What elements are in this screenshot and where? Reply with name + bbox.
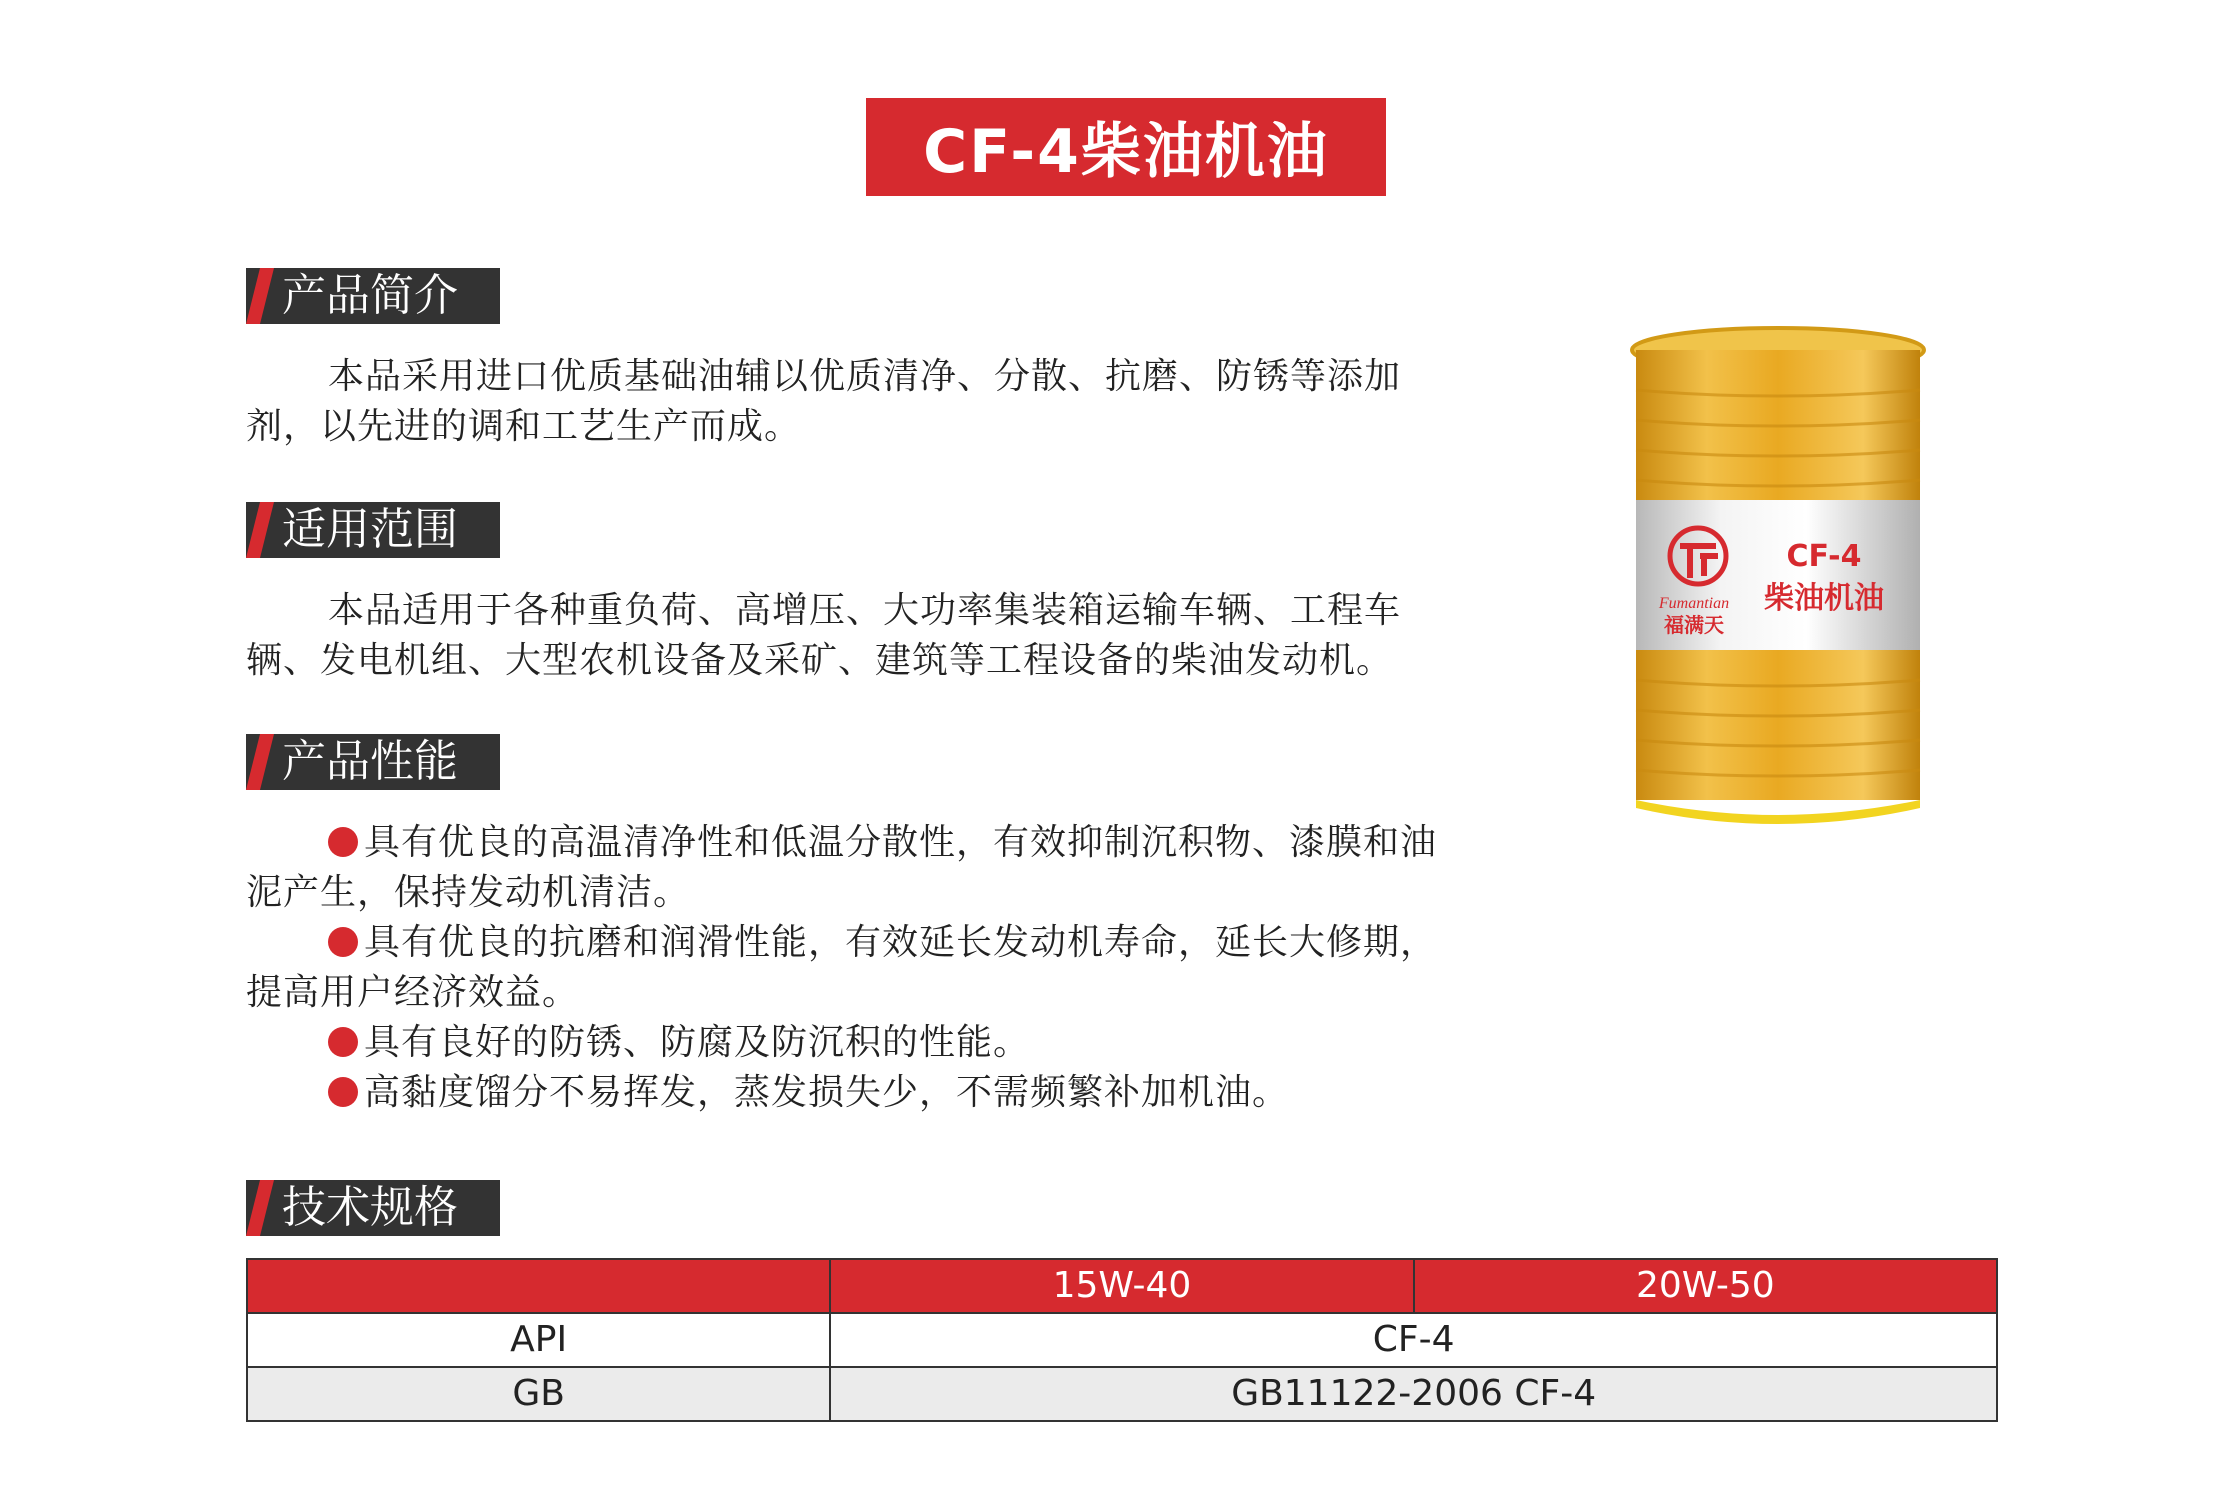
drum-grade-label: CF-4 [1786, 539, 1862, 574]
table-cell-value: CF-4 [830, 1313, 1997, 1367]
heading-slash-icon [246, 1180, 274, 1236]
bullet-icon [328, 1027, 358, 1057]
heading-slash-icon [246, 268, 274, 324]
section-heading-intro-label: 产品简介 [282, 270, 458, 321]
list-item: 具有优良的高温清净性和低温分散性，有效抑制沉积物、漆膜和油泥产生，保持发动机清洁。 [246, 822, 1438, 913]
heading-slash-icon [246, 502, 274, 558]
list-item: 高黏度馏分不易挥发，蒸发损失少，不需频繁补加机油。 [246, 1068, 1456, 1118]
section-heading-scope [246, 502, 500, 558]
list-item: 具有良好的防锈、防腐及防沉积的性能。 [246, 1018, 1456, 1068]
section-heading-performance-label: 产品性能 [282, 736, 458, 787]
performance-list [246, 818, 1456, 1118]
bullet-icon [328, 927, 358, 957]
section-heading-intro [246, 268, 500, 324]
table-row [247, 1313, 1997, 1367]
table-cell-value: GB11122-2006 CF-4 [830, 1367, 1997, 1421]
bullet-icon [328, 827, 358, 857]
table-cell-label: API [247, 1313, 830, 1367]
bullet-icon [328, 1077, 358, 1107]
page-title: CF-4柴油机油 [866, 98, 1386, 196]
table-header-cell: 15W-40 [830, 1259, 1413, 1313]
section-heading-performance [246, 734, 500, 790]
scope-paragraph [246, 586, 1456, 686]
brand-cn-label: 福满天 [1664, 613, 1724, 637]
drum-name-label: 柴油机油 [1764, 581, 1884, 616]
intro-paragraph [246, 352, 1456, 452]
table-header-cell [247, 1259, 830, 1313]
intro-text: 本品采用进口优质基础油辅以优质清净、分散、抗磨、防锈等添加剂，以先进的调和工艺生产而成。 [246, 356, 1402, 447]
list-item: 具有优良的抗磨和润滑性能，有效延长发动机寿命，延长大修期，提高用户经济效益。 [246, 922, 1438, 1013]
table-header-row [247, 1259, 1997, 1313]
table-header-cell: 20W-50 [1414, 1259, 1997, 1313]
section-heading-specs [246, 1180, 500, 1236]
product-drum-image [1628, 320, 1928, 840]
section-heading-scope-label: 适用范围 [282, 504, 458, 555]
section-heading-specs-label: 技术规格 [282, 1182, 458, 1233]
brand-en-label: Fumantian [1658, 595, 1730, 612]
table-row [247, 1367, 1997, 1421]
scope-text: 本品适用于各种重负荷、高增压、大功率集装箱运输车辆、工程车辆、发电机组、大型农机设备及采矿、建筑等工程设备的柴油发动机。 [246, 590, 1402, 681]
heading-slash-icon [246, 734, 274, 790]
spec-table [246, 1258, 1998, 1422]
table-cell-label: GB [247, 1367, 830, 1421]
